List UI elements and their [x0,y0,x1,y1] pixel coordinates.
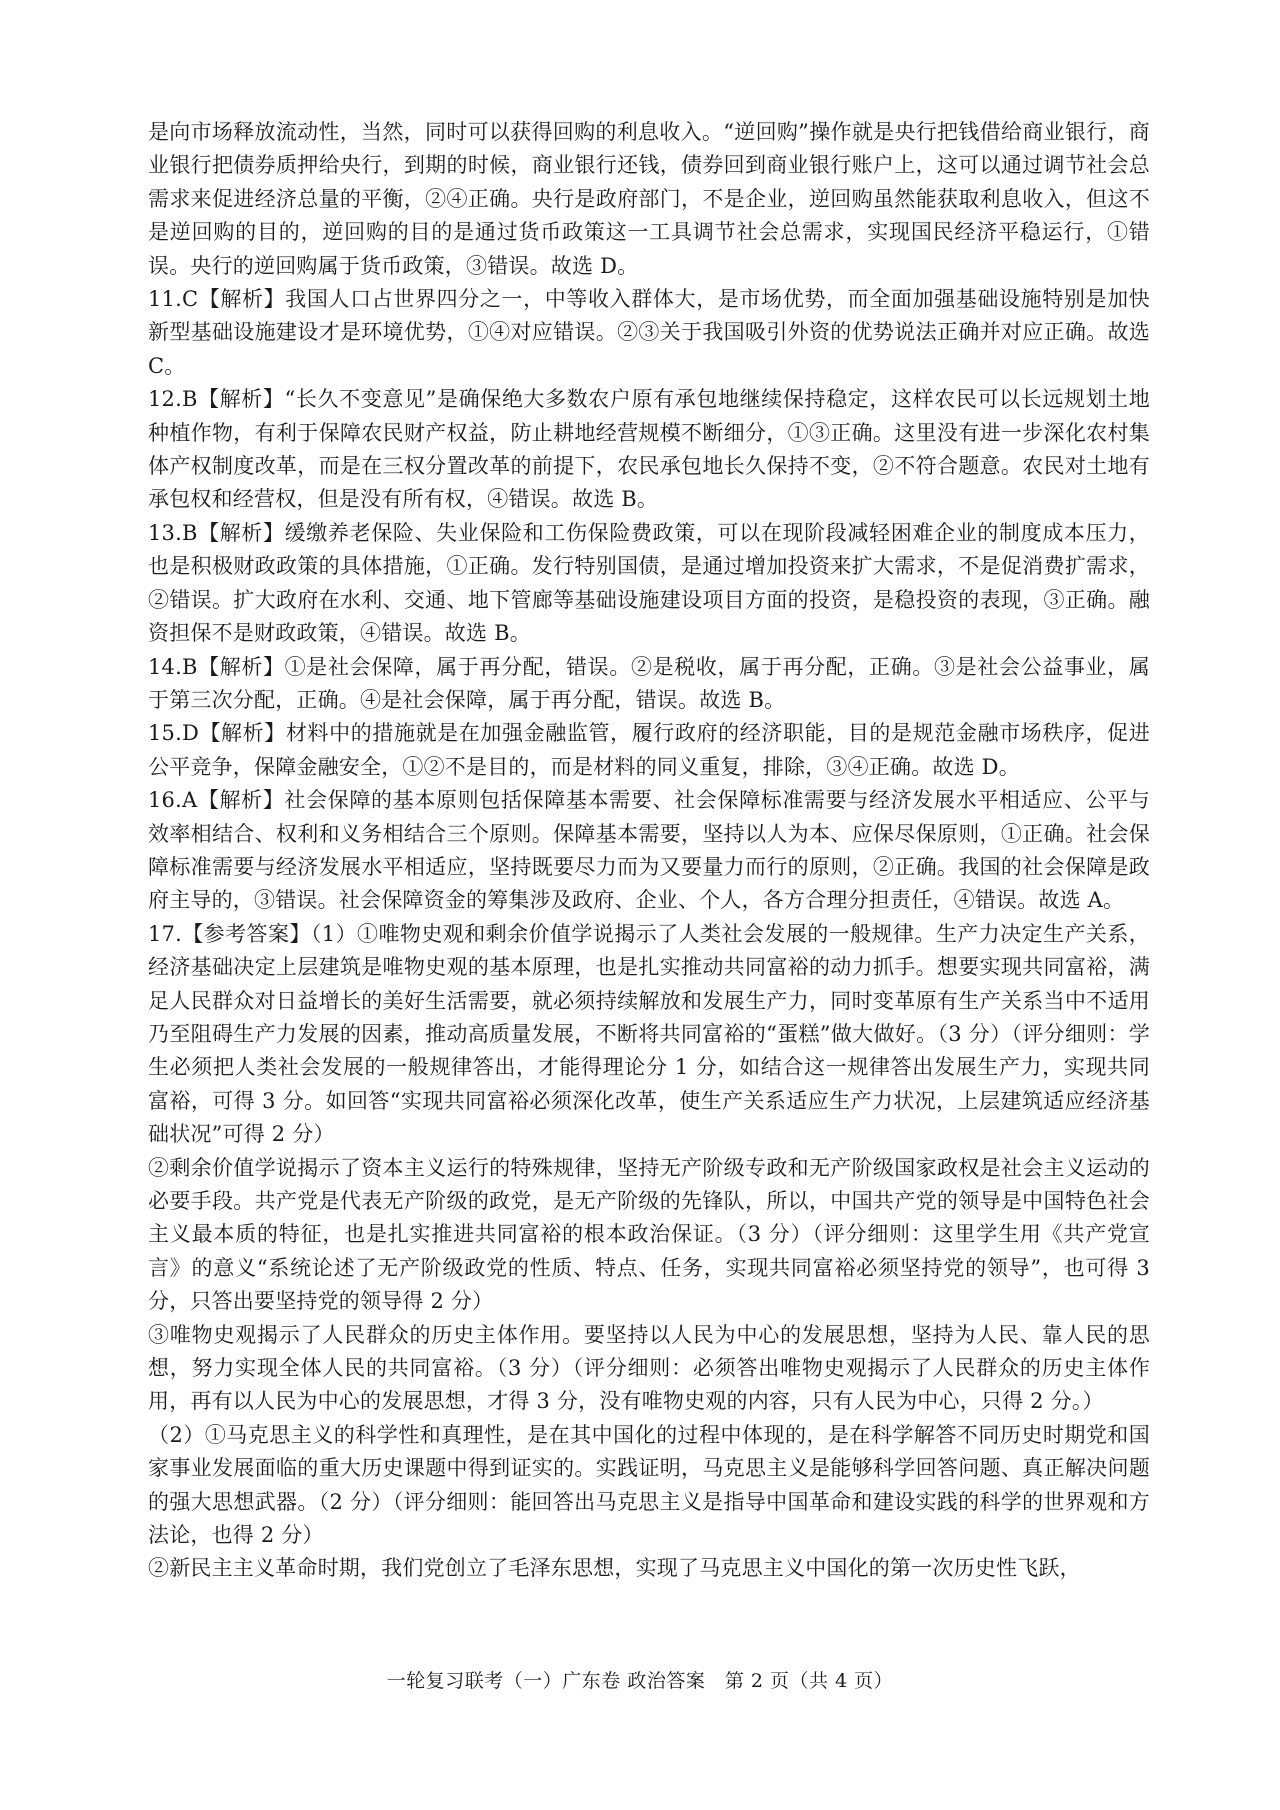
paragraph-q17-part2-point1: （2）①马克思主义的科学性和真理性，是在其中国化的过程中体现的，是在科学解答不同历史时期党和国家事业发展面临的重大历史课题中得到证实的。实践证明，马克思主义是能够科学回答问题、真正解决问题的强大思想武器。（2 分）（评分细则：能回答出马克思主义是指导中国革命和建设实践的科学的世界观和方法论，也得 2 分） [148,1422,1150,1548]
paragraph-q15: 15.D【解析】材料中的措施就是在加强金融监管，履行政府的经济职能，目的是规范金融市场秩序，促进公平竞争，保障金融安全，①②不是目的，而是材料的同义重复，排除，③④正确。故选 D。 [148,721,1150,779]
paragraph-q11: 11.C【解析】我国人口占世界四分之一，中等收入群体大，是市场优势，而全面加强基础设施特别是加快新型基础设施建设才是环境优势，①④对应错误。②③关于我国吸引外资的优势说法正确并对应正确。故选 C。 [148,287,1150,378]
paragraph-q17-part2-point2: ②新民主主义革命时期，我们党创立了毛泽东思想，实现了马克思主义中国化的第一次历史性飞跃， [148,1556,1081,1581]
paragraph-q12: 12.B【解析】“长久不变意见”是确保绝大多数农户原有承包地继续保持稳定，这样农民可以长远规划土地种植作物，有利于保障农民财产权益，防止耕地经营规模不断细分，①③正确。这里没有进一步深化农村集体产权制度改革，而是在三权分置改革的前提下，农民承包地长久保持不变，②不符合题意。农民对土地有承包权和经营权，但是没有所有权，④错误。故选 B。 [148,387,1150,512]
paragraph-q17-part1-point3: ③唯物史观揭示了人民群众的历史主体作用。要坚持以人民为中心的发展思想，坚持为人民、靠人民的思想，努力实现全体人民的共同富裕。（3 分）（评分细则：必须答出唯物史观揭示了人民群众的历史主体作用，再有以人民为中心的发展思想，才得 3 分，没有唯物史观的内容，只有人民为中心，只得 2 分。） [148,1322,1150,1414]
page-footer: 一轮复习联考（一）广东卷 政治答案 第 2 页（共 4 页） [386,1670,894,1692]
paragraph-q14: 14.B【解析】①是社会保障，属于再分配，错误。②是税收，属于再分配，正确。③是社会公益事业，属于第三次分配，正确。④是社会保障，属于再分配，错误。故选 B。 [148,654,1150,712]
paragraph-q16: 16.A【解析】社会保障的基本原则包括保障基本需要、社会保障标准需要与经济发展水平相适应、公平与效率相结合、权利和义务相结合三个原则。保障基本需要，坚持以人为本、应保尽保原则，①正确。社会保障标准需要与经济发展水平相适应，坚持既要尽力而为又要量力而行的原则，②正确。我国的社会保障是政府主导的，③错误。社会保障资金的筹集涉及政府、企业、个人，各方合理分担责任，④错误。故选 A。 [148,788,1150,913]
paragraph-q17-part1-point2: ②剩余价值学说揭示了资本主义运行的特殊规律，坚持无产阶级专政和无产阶级国家政权是社会主义运动的必要手段。共产党是代表无产阶级的政党，是无产阶级的先锋队，所以，中国共产党的领导是中国特色社会主义最本质的特征，也是扎实推进共同富裕的根本政治保证。（3 分）（评分细则：这里学生用《共产党宣言》的意义“系统论述了无产阶级政党的性质、特点、任务，实现共同富裕必须坚持党的领导”，也可得 3 分，只答出要坚持党的领导得 2 分） [148,1155,1150,1314]
paragraph-q10-continued: 是向市场释放流动性，当然，同时可以获得回购的利息收入。“逆回购”操作就是央行把钱借给商业银行，商业银行把债券质押给央行，到期的时候，商业银行还钱，债券回到商业银行账户上，这可以通过调节社会总需求来促进经济总量的平衡，②④正确。央行是政府部门，不是企业，逆回购虽然能获取利息收入，但这不是逆回购的目的，逆回购的目的是通过货币政策这一工具调节社会总需求，实现国民经济平稳运行，①错误。央行的逆回购属于货币政策，③错误。故选 D。 [148,120,1150,278]
paragraph-q13: 13.B【解析】缓缴养老保险、失业保险和工伤保险费政策，可以在现阶段减轻困难企业的制度成本压力，也是积极财政政策的具体措施，①正确。发行特别国债，是通过增加投资来扩大需求，不是促消费扩需求，②错误。扩大政府在水利、交通、地下管廊等基础设施建设项目方面的投资，是稳投资的表现，③正确。融资担保不是财政政策，④错误。故选 B。 [148,520,1150,646]
document-body [148,116,1150,1586]
paragraph-q17-part1-point1: 17.【参考答案】（1）①唯物史观和剩余价值学说揭示了人类社会发展的一般规律。生产力决定生产关系，经济基础决定上层建筑是唯物史观的基本原理，也是扎实推动共同富裕的动力抓手。想要实现共同富裕，满足人民群众对日益增长的美好生活需要，就必须持续解放和发展生产力，同时变革原有生产关系当中不适用乃至阻碍生产力发展的因素，推动高质量发展，不断将共同富裕的“蛋糕”做大做好。（3 分）（评分细则：学生必须把人类社会发展的一般规律答出，才能得理论分 1 分，如结合这一规律答出发展生产力，实现共同富裕，可得 3 分。如回答“实现共同富裕必须深化改革，使生产关系适应生产力状况，上层建筑适应经济基础状况”可得 2 分） [148,921,1150,1147]
